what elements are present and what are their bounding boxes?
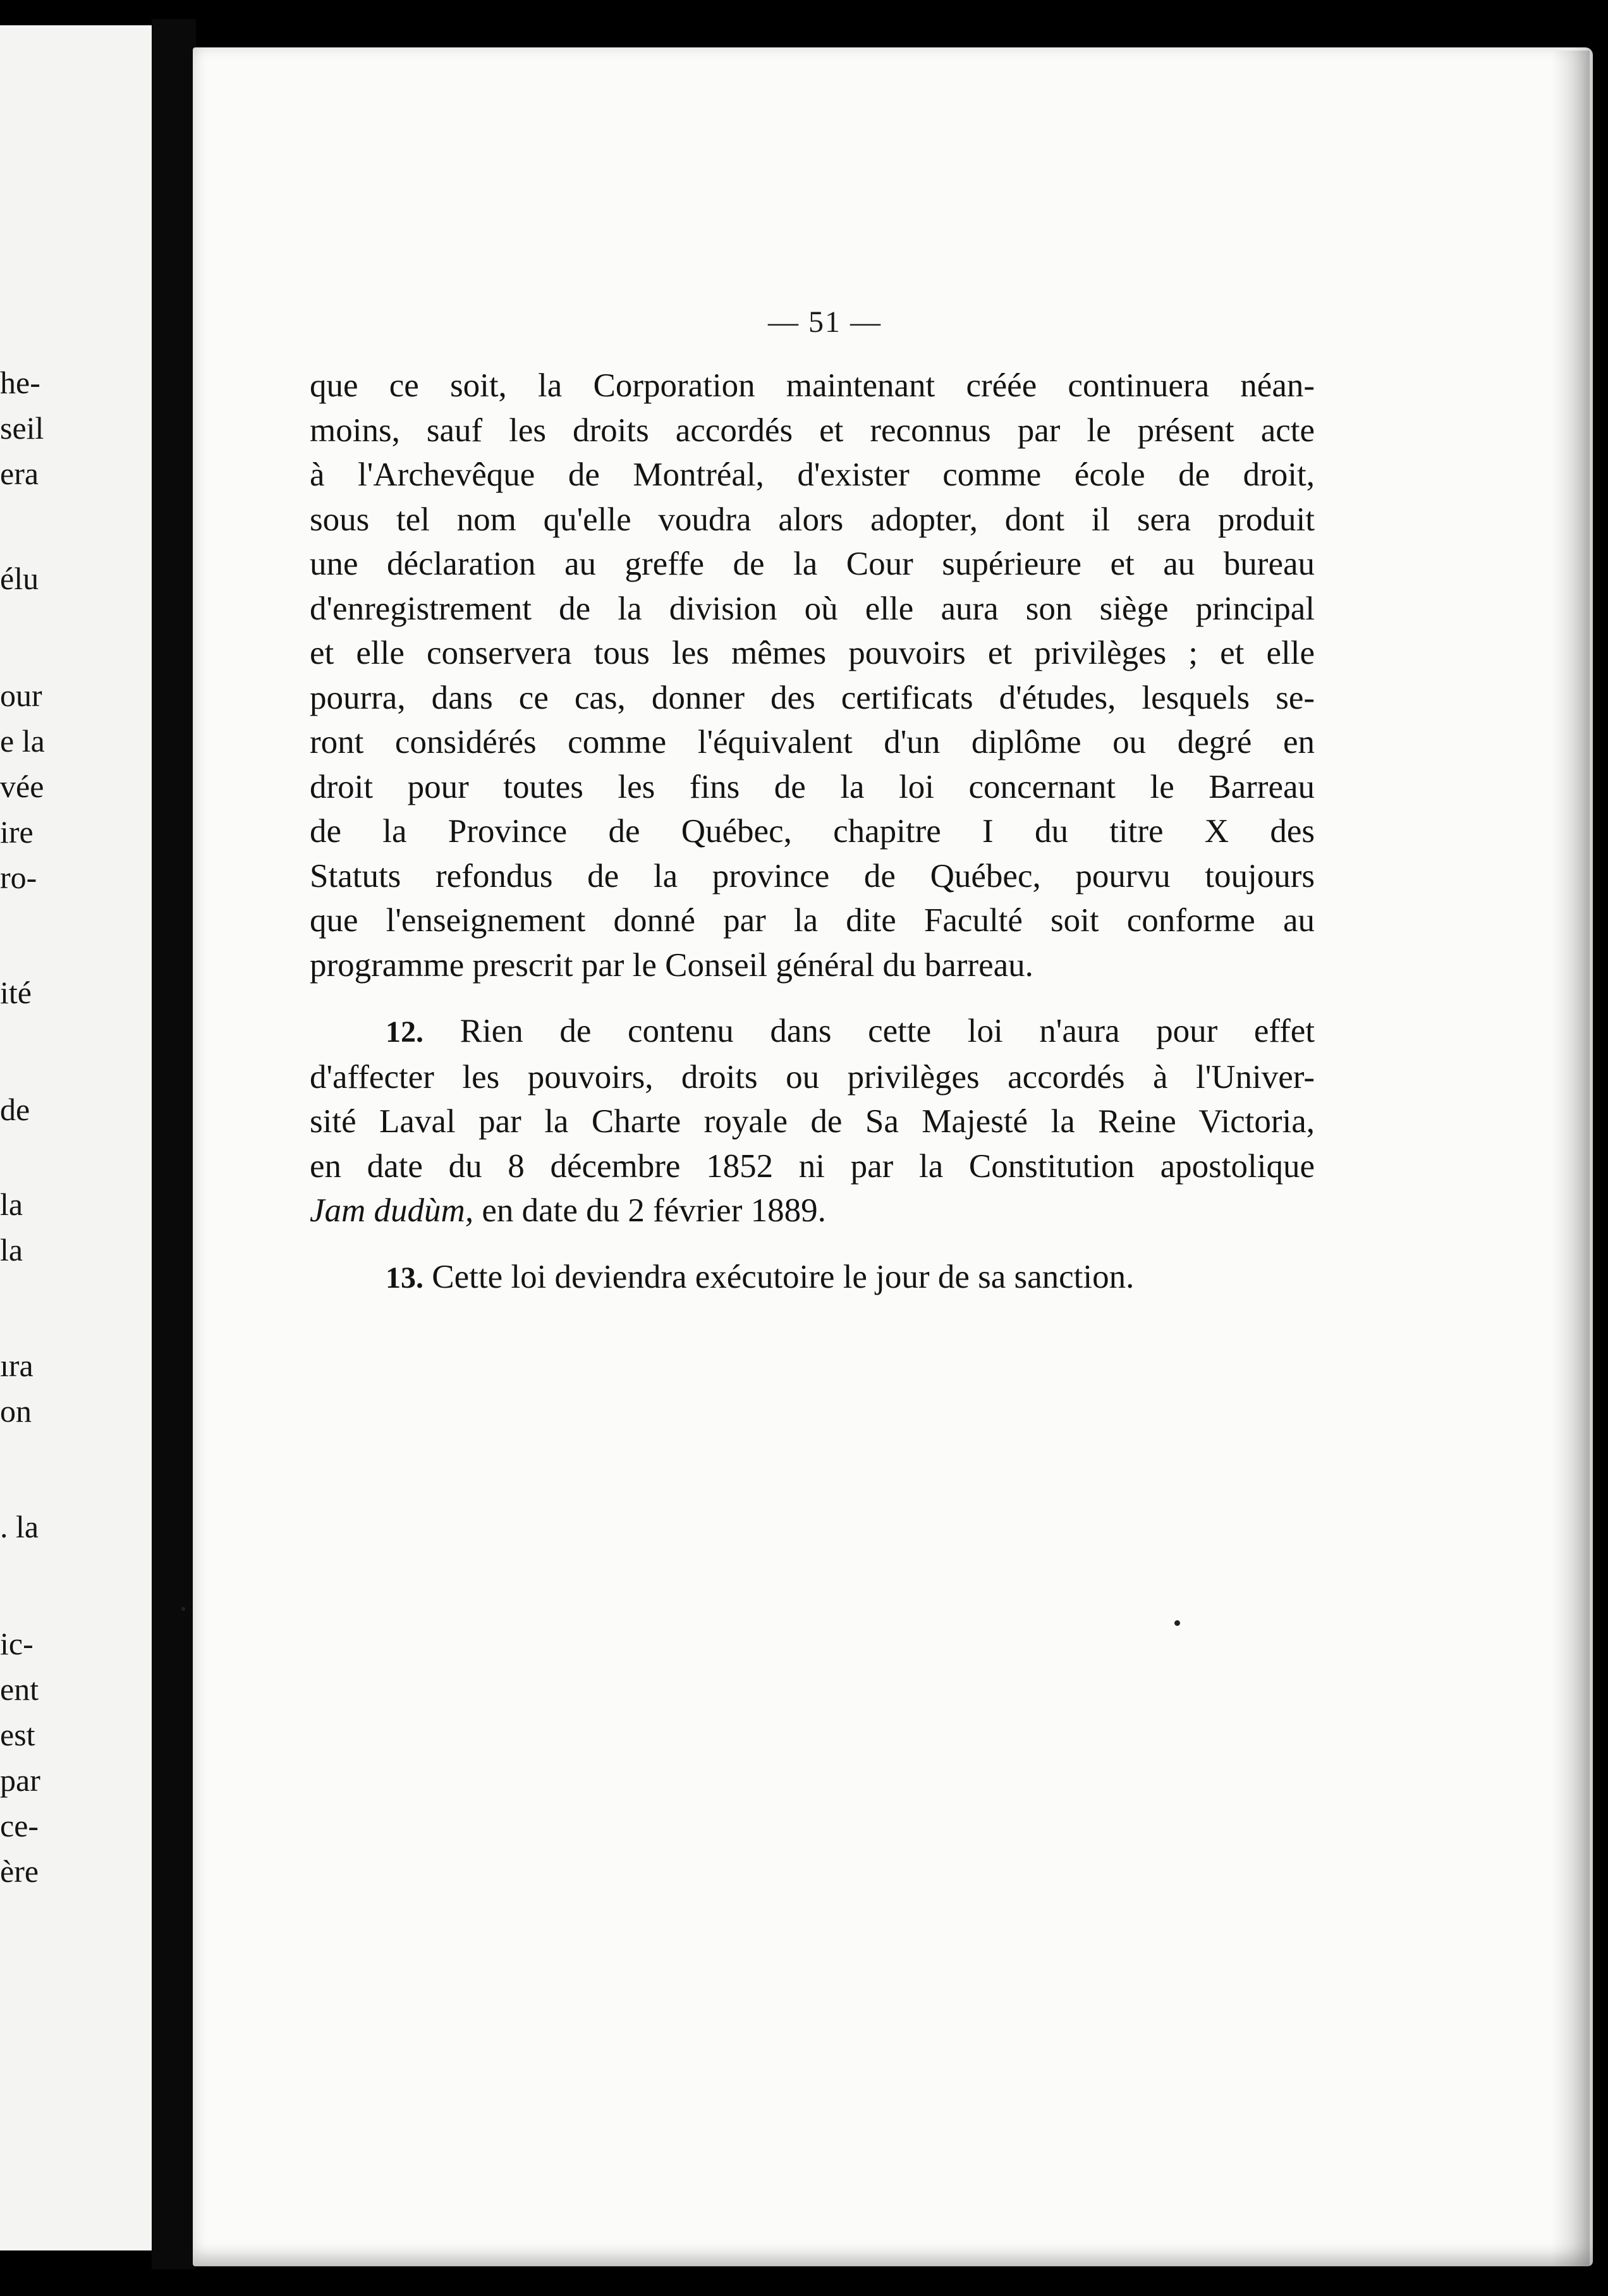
text-line: que l'enseignement donné par la dite Faculté soit conforme au: [310, 902, 1315, 939]
section-12: [310, 1009, 1315, 1233]
left-fragment: seil: [0, 410, 44, 446]
left-fragment: ent: [0, 1671, 39, 1707]
text-line: et elle conservera tous les mêmes pouvoirs et privilèges ; et elle: [310, 635, 1315, 671]
text-line: pourra, dans ce cas, donner des certificats d'études, lesquels se-: [310, 679, 1315, 716]
section-text: Cette loi deviendra exécutoire le jour de sa sanction.: [432, 1258, 1135, 1295]
left-fragment: la: [0, 1232, 23, 1267]
text-line: Statuts refondus de la province de Québec, pourvu toujours: [310, 857, 1315, 895]
page-number: — 51 —: [768, 305, 882, 339]
ink-speck: [181, 1607, 185, 1611]
paragraph-continuation: [310, 363, 1315, 987]
text-line: ront considérés comme l'équivalent d'un diplôme ou degré en: [310, 724, 1315, 760]
left-fragment: ic-: [0, 1626, 34, 1661]
left-fragment: est: [0, 1717, 35, 1752]
left-fragment: on: [0, 1393, 32, 1429]
section-13: [310, 1255, 1315, 1301]
text-line: moins, sauf les droits accordés et reconnus par le présent acte: [310, 412, 1315, 449]
section-first-line: [310, 1009, 1315, 1055]
left-fragment: élu: [0, 561, 39, 596]
section-number: 12.: [386, 1015, 423, 1049]
text-line: programme prescrit par le Conseil général du barreau.: [310, 946, 1033, 984]
left-fragment: ce-: [0, 1808, 39, 1843]
text-line: d'enregistrement de la division où elle aura son siège principal: [310, 590, 1315, 627]
left-fragment: our: [0, 678, 42, 713]
left-fragment: la: [0, 1187, 23, 1222]
text-line: sous tel nom qu'elle voudra alors adopter, dont il sera produit: [310, 501, 1315, 538]
text-segment: en date du 2 février 1889.: [473, 1192, 826, 1229]
text-line: de la Province de Québec, chapitre I du titre X des: [310, 813, 1315, 850]
section-first-line: [310, 1255, 1315, 1301]
left-fragment: ité: [0, 975, 32, 1010]
text-line: à l'Archevêque de Montréal, d'exister comme école de droit,: [310, 456, 1315, 493]
section-number: 13.: [386, 1261, 423, 1295]
left-fragment: vée: [0, 769, 44, 804]
left-fragment: ire: [0, 814, 34, 850]
page-edge-shadow: [1552, 51, 1590, 2269]
text-line: en date du 8 décembre 1852 ni par la Constitution apostolique: [310, 1147, 1315, 1185]
text-line: [310, 1188, 1315, 1233]
left-fragment: ro-: [0, 860, 37, 895]
page-body: [310, 363, 1315, 1300]
left-fragment: ıra: [0, 1348, 34, 1383]
text-line: que ce soit, la Corporation maintenant créée continuera néan-: [310, 367, 1315, 404]
italic-title: Jam dudùm,: [310, 1192, 474, 1229]
text-line: d'affecter les pouvoirs, droits ou privilèges accordés à l'Univer-: [310, 1058, 1315, 1096]
left-fragment: e la: [0, 723, 45, 759]
left-fragment: ère: [0, 1853, 39, 1889]
left-fragment: de: [0, 1092, 30, 1127]
text-line: une déclaration au greffe de la Cour supérieure et au bureau: [310, 546, 1315, 582]
left-fragment: era: [0, 456, 39, 491]
left-fragment: par: [0, 1762, 40, 1798]
text-line: sité Laval par la Charte royale de Sa Majesté la Reine Victoria,: [310, 1103, 1315, 1140]
book-gutter: [152, 19, 196, 2269]
ink-speck: [1174, 1620, 1180, 1626]
left-fragment: he-: [0, 365, 40, 400]
section-text: Rien de contenu dans cette loi n'aura pour effet: [460, 1013, 1315, 1049]
left-fragment: . la: [0, 1509, 39, 1544]
text-line: droit pour toutes les fins de la loi concernant le Barreau: [310, 768, 1315, 805]
previous-page-fragment: [0, 25, 152, 2250]
